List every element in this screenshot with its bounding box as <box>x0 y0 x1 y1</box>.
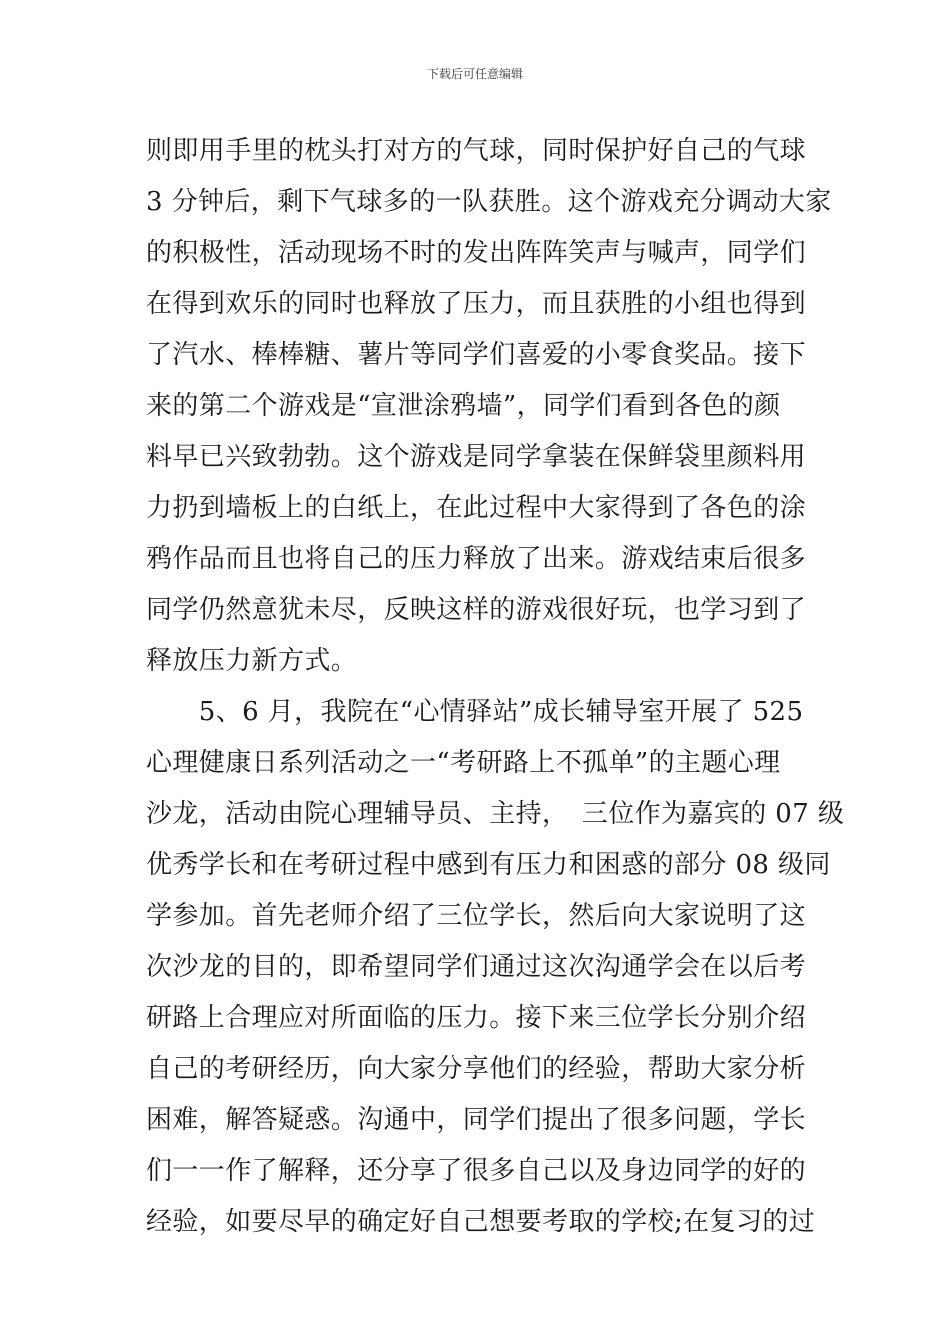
text-line: 了汽水、棒棒糖、薯片等同学们喜爱的小零食奖品。接下 <box>146 340 807 370</box>
text-line: 优秀学长和在考研过程中感到有压力和困惑的部分 08 级同 <box>146 850 831 880</box>
text-line: 的积极性，活动现场不时的发出阵阵笑声与喊声，同学们 <box>146 238 807 268</box>
text-line: 力扔到墙板上的白纸上，在此过程中大家得到了各色的涂 <box>146 493 807 523</box>
text-line: 来的第二个游戏是“宣泄涂鸦墙”，同学们看到各色的颜 <box>146 391 781 421</box>
text-line: 们一一作了解释，还分享了很多自己以及身边同学的好的 <box>146 1156 807 1186</box>
text-line: 困难，解答疑惑。沟通中，同学们提出了很多问题，学长 <box>146 1105 807 1135</box>
body-text <box>146 126 845 1248</box>
paragraph-start-line: 5、6 月，我院在“心情驿站”成长辅导室开展了 525 <box>146 697 804 727</box>
text-line: 学参加。首先老师介绍了三位学长，然后向大家说明了这 <box>146 901 807 931</box>
text-line: 次沙龙的目的，即希望同学们通过这次沟通学会在以后考 <box>146 952 807 982</box>
text-line: 则即用手里的枕头打对方的气球，同时保护好自己的气球 <box>146 136 807 166</box>
text-line: 经验，如要尽早的确定好自己想要考取的学校;在复习的过 <box>146 1207 816 1237</box>
text-line: 鸦作品而且也将自己的压力释放了出来。游戏结束后很多 <box>146 544 807 574</box>
text-line: 释放压力新方式。 <box>146 646 358 676</box>
text-line: 3 分钟后，剩下气球多的一队获胜。这个游戏充分调动大家 <box>146 187 832 217</box>
text-line: 在得到欢乐的同时也释放了压力，而且获胜的小组也得到 <box>146 289 807 319</box>
text-line: 料早已兴致勃勃。这个游戏是同学拿装在保鲜袋里颜料用 <box>146 442 807 472</box>
text-line: 研路上合理应对所面临的压力。接下来三位学长分别介绍 <box>146 1003 807 1033</box>
text-line: 自己的考研经历，向大家分享他们的经验，帮助大家分析 <box>146 1054 807 1084</box>
page-header: 下载后可任意编辑 <box>426 67 523 81</box>
text-line: 心理健康日系列活动之一“考研路上不孤单”的主题心理 <box>146 748 781 778</box>
text-line: 沙龙，活动由院心理辅导员、主持， 三位作为嘉宾的 07 级 <box>146 799 845 829</box>
text-line: 同学仍然意犹未尽，反映这样的游戏很好玩，也学习到了 <box>146 595 807 625</box>
